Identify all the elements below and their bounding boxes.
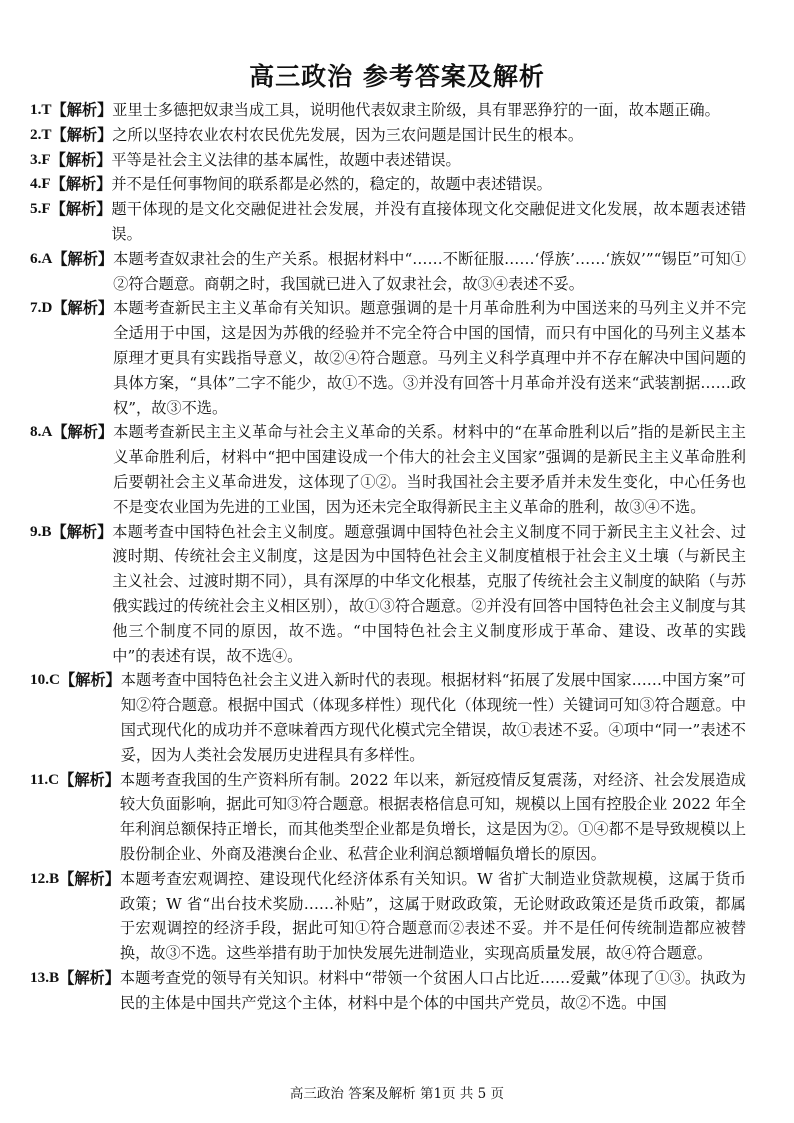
answer-text: 平等是社会主义法律的基本属性，故题中表述错误。 bbox=[111, 150, 461, 169]
answer-item bbox=[30, 296, 746, 420]
answer-text: 亚里士多德把奴隶当成工具，说明他代表奴隶主阶级，具有罪恶狰狞的一面，故本题正确。 bbox=[112, 101, 720, 119]
answer-item bbox=[30, 98, 746, 123]
analysis-tag: 【解析】 bbox=[52, 423, 114, 442]
answer-text: 本题考查新民主主义革命与社会主义革命的关系。材料中的“在革命胜利以后”指的是新民主主义革命胜利后，材料中“把中国建设成一个伟大的社会主义国家”强调的是新民主主义革命胜利后要朝社会主义革命进发，这体现了①②。当时我国社会主要矛盾并未发生变化，中心任务也不是变农业国为先进的工业国，因为还未完全取得新民主主义革命的胜利，故③④不选。 bbox=[113, 423, 746, 516]
answer-item bbox=[30, 420, 746, 519]
analysis-tag: 【解析】 bbox=[51, 125, 113, 144]
answer-number: 5.F bbox=[30, 200, 51, 218]
answer-number: 13.B bbox=[30, 968, 60, 986]
answer-item bbox=[30, 197, 746, 247]
answer-number: 3.F bbox=[30, 150, 51, 168]
answer-text: 之所以坚持农业农村农民优先发展，因为三农问题是国计民生的根本。 bbox=[112, 125, 584, 144]
answer-number: 10.C bbox=[30, 671, 60, 689]
answer-item bbox=[30, 148, 746, 173]
analysis-tag: 【解析】 bbox=[50, 175, 112, 194]
analysis-tag: 【解析】 bbox=[59, 869, 120, 888]
answer-item bbox=[30, 247, 746, 297]
analysis-tag: 【解析】 bbox=[51, 101, 113, 119]
analysis-tag: 【解析】 bbox=[51, 522, 113, 541]
answer-item bbox=[30, 123, 746, 148]
answer-item bbox=[30, 668, 746, 767]
answer-number: 7.D bbox=[30, 299, 53, 317]
answer-text: 本题考查我国的生产资料所有制。2022 年以来，新冠疫情反复震荡，对经济、社会发展造成较大负面影响，据此可知③符合题意。根据表格信息可知，规模以上国有控股企业 2022 年全年利润总额保持正增长，而其他类型企业都是负增长，这是因为②。①④都不是导致规模以上股份制企业、外商及港澳台企业、私营企业利润总额增幅负增长的原因。 bbox=[119, 770, 746, 863]
answer-text: 本题考查奴隶社会的生产关系。根据材料中“……不断征服……‘俘族’……‘族奴’”“锡臣”可知①②符合题意。商朝之时，我国就已进入了奴隶社会，故③④表述不妥。 bbox=[113, 249, 746, 293]
answer-number: 9.B bbox=[30, 522, 52, 540]
analysis-tag: 【解析】 bbox=[59, 968, 120, 987]
analysis-tag: 【解析】 bbox=[50, 150, 112, 169]
analysis-tag: 【解析】 bbox=[52, 249, 114, 268]
answer-number: 1.T bbox=[30, 101, 52, 118]
answer-number: 8.A bbox=[30, 423, 53, 441]
answer-number: 6.A bbox=[30, 249, 53, 267]
answer-text: 本题考查新民主主义革命有关知识。题意强调的是十月革命胜利为中国送来的马列主义并不完全适用于中国，这是因为苏俄的经验并不完全符合中国的国情，而只有中国化的马列主义基本原理才更具有实践指导意义，故②④符合题意。马列主义科学真理中并不存在解决中国问题的具体方案，“具体”二字不能少，故①不选。③并没有回答十月革命并没有送来“武装割据……政权”，故③不选。 bbox=[113, 299, 746, 417]
answer-text: 题干体现的是文化交融促进社会发展，并没有直接体现文化交融促进文化发展，故本题表述错误。 bbox=[111, 200, 746, 243]
answer-text: 本题考查宏观调控、建设现代化经济体系有关知识。W 省扩大制造业贷款规模，这属于货币政策；W 省“出台技术奖励……补贴”，这属于财政政策，无论财政政策还是货币政策，都属于宏观调控的经济手段，据此可知①符合题意而②表述不妥。并不是任何传统制造都应被替换，故③不选。这些举措有助于加快发展先进制造业，实现高质量发展，故④符合题意。 bbox=[119, 869, 746, 963]
analysis-tag: 【解析】 bbox=[52, 299, 114, 318]
page-title: 高三政治 参考答案及解析 bbox=[249, 62, 545, 91]
answer-item bbox=[30, 520, 746, 669]
answer-number: 11.C bbox=[30, 770, 60, 788]
analysis-tag: 【解析】 bbox=[59, 671, 121, 690]
analysis-tag: 【解析】 bbox=[50, 200, 112, 219]
answer-number: 12.B bbox=[30, 869, 60, 887]
answer-text: 本题考查中国特色社会主义进入新时代的表现。根据材料“拓展了发展中国家……中国方案”可知②符合题意。根据中国式（体现多样性）现代化（体现统一性）关键词可知③符合题意。中国式现代化的成功并不意味着西方现代化模式完全错误，故①表述不妥。④项中“同一”表述不妥，因为人类社会发展历史进程具有多样性。 bbox=[120, 671, 746, 764]
answer-item bbox=[30, 768, 746, 867]
answer-item bbox=[30, 867, 746, 966]
answer-text: 并不是任何事物间的联系都是必然的，稳定的，故题中表述错误。 bbox=[111, 175, 552, 194]
answer-text: 本题考查党的领导有关知识。材料中“带领一个贫困人口占比近……爱戴”体现了①③。执政为民的主体是中国共产党这个主体，材料中是个体的中国共产党员，故②不选。中国 bbox=[119, 968, 746, 1012]
page-footer: 高三政治 答案及解析 第1页 共 5 页 bbox=[289, 1086, 505, 1102]
analysis-tag: 【解析】 bbox=[59, 770, 120, 789]
answer-text: 本题考查中国特色社会主义制度。题意强调中国特色社会主义制度不同于新民主主义社会、过渡时期、传统社会主义制度，这是因为中国特色社会主义制度植根于社会主义土壤（与新民主主义社会、过渡时期不同），具有深厚的中华文化根基，克服了传统社会主义制度的缺陷（与苏俄实践过的传统社会主义相区别），故①③符合题意。②并没有回答中国特色社会主义制度与其他三个制度不同的原因，故不选。“中国特色社会主义制度形成于革命、建设、改革的实践中”的表述有误，故不选④。 bbox=[112, 522, 746, 665]
answer-number: 4.F bbox=[30, 175, 51, 193]
answer-number: 2.T bbox=[30, 125, 52, 143]
answer-list bbox=[30, 98, 746, 1015]
answer-item bbox=[30, 966, 746, 1016]
answer-item bbox=[30, 172, 746, 197]
